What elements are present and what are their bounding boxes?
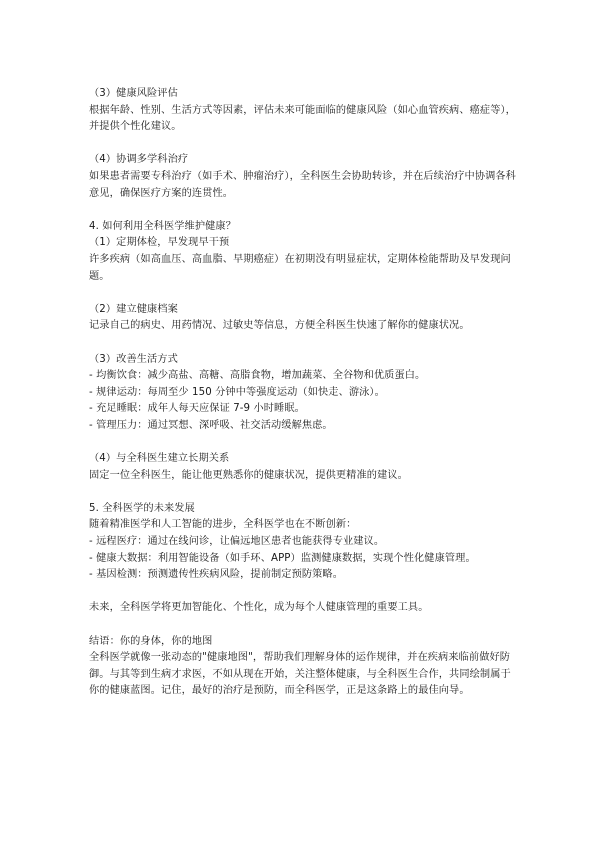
conclusion-title: 结语：你的身体，你的地图 bbox=[89, 635, 213, 647]
section-q4-sub2 bbox=[89, 302, 519, 335]
spacer bbox=[89, 434, 519, 451]
section-q5 bbox=[89, 501, 519, 584]
spacer bbox=[89, 136, 519, 153]
section-multidisciplinary bbox=[89, 152, 519, 202]
conclusion-text: 全科医学就像一张动态的"健康地图"，帮助我们理解身体的运作规律，并在疾病来临前做好防御。与其等到生病才求医，不如从现在开始，关注整体健康，与全科医生合作，共同绘制属于你的健康蓝图。记住，最好的治疗是预防，而全科医学，正是这条路上的最佳向导。 bbox=[89, 652, 511, 697]
section-outlook bbox=[89, 600, 519, 617]
q4-sub2-heading: （2）建立健康档案 bbox=[89, 303, 178, 315]
spacer bbox=[89, 202, 519, 219]
q5-title: 5. 全科医学的未来发展 bbox=[89, 502, 195, 514]
q4-sub4-heading: （4）与全科医生建立长期关系 bbox=[89, 453, 230, 465]
q4-title: 4. 如何利用全科医学维护健康？ bbox=[89, 220, 236, 232]
q5-intro: 随着精准医学和人工智能的进步，全科医学也在不断创新： bbox=[89, 519, 357, 531]
list-item: - 基因检测：预测遗传性疾病风险，提前制定预防策略。 bbox=[89, 569, 344, 581]
q4-sub1-text: 许多疾病（如高血压、高血脂、早期癌症）在初期没有明显症状，定期体检能帮助及早发现问题。 bbox=[89, 253, 511, 282]
section-conclusion bbox=[89, 634, 519, 700]
list-item: - 充足睡眠：成年人每天应保证 7-9 小时睡眠。 bbox=[89, 403, 305, 415]
list-item: - 健康大数据：利用智能设备（如手环、APP）监测健康数据，实现个性化健康管理。 bbox=[89, 552, 476, 564]
risk-text: 根据年龄、性别、生活方式等因素，评估未来可能面临的健康风险（如心血管疾病、癌症等），并提供个性化建议。 bbox=[89, 104, 516, 133]
risk-heading: （3）健康风险评估 bbox=[89, 88, 178, 99]
list-item: - 远程医疗：通过在线问诊，让偏远地区患者也能获得专业建议。 bbox=[89, 536, 385, 548]
q4-sub3-heading: （3）改善生活方式 bbox=[89, 353, 178, 365]
section-q4 bbox=[89, 219, 519, 285]
section-q4-sub3 bbox=[89, 352, 519, 435]
multi-heading: （4）协调多学科治疗 bbox=[89, 154, 189, 166]
spacer bbox=[89, 584, 519, 601]
q4-sub2-text: 记录自己的病史、用药情况、过敏史等信息，方便全科医生快速了解你的健康状况。 bbox=[89, 320, 470, 332]
q4-sub1-heading: （1）定期体检，早发现早干预 bbox=[89, 237, 230, 249]
spacer bbox=[89, 484, 519, 501]
spacer bbox=[89, 617, 519, 634]
spacer bbox=[89, 285, 519, 302]
spacer bbox=[89, 335, 519, 352]
q4-sub4-text: 固定一位全科医生，能让他更熟悉你的健康状况，提供更精准的建议。 bbox=[89, 469, 408, 481]
section-risk-assessment bbox=[89, 86, 519, 136]
document-page bbox=[89, 86, 519, 700]
list-item: - 均衡饮食：减少高盐、高糖、高脂食物，增加蔬菜、全谷物和优质蛋白。 bbox=[89, 370, 426, 382]
q5-outlook: 未来，全科医学将更加智能化、个性化，成为每个人健康管理的重要工具。 bbox=[89, 602, 429, 614]
list-item: - 管理压力：通过冥想、深呼吸、社交活动缓解焦虑。 bbox=[89, 419, 333, 431]
section-q4-sub4 bbox=[89, 451, 519, 484]
multi-text: 如果患者需要专科治疗（如手术、肿瘤治疗），全科医生会协助转诊，并在后续治疗中协调各科意见，确保医疗方案的连贯性。 bbox=[89, 170, 516, 199]
list-item: - 规律运动：每周至少 150 分钟中等强度运动（如快走、游泳）。 bbox=[89, 386, 385, 398]
